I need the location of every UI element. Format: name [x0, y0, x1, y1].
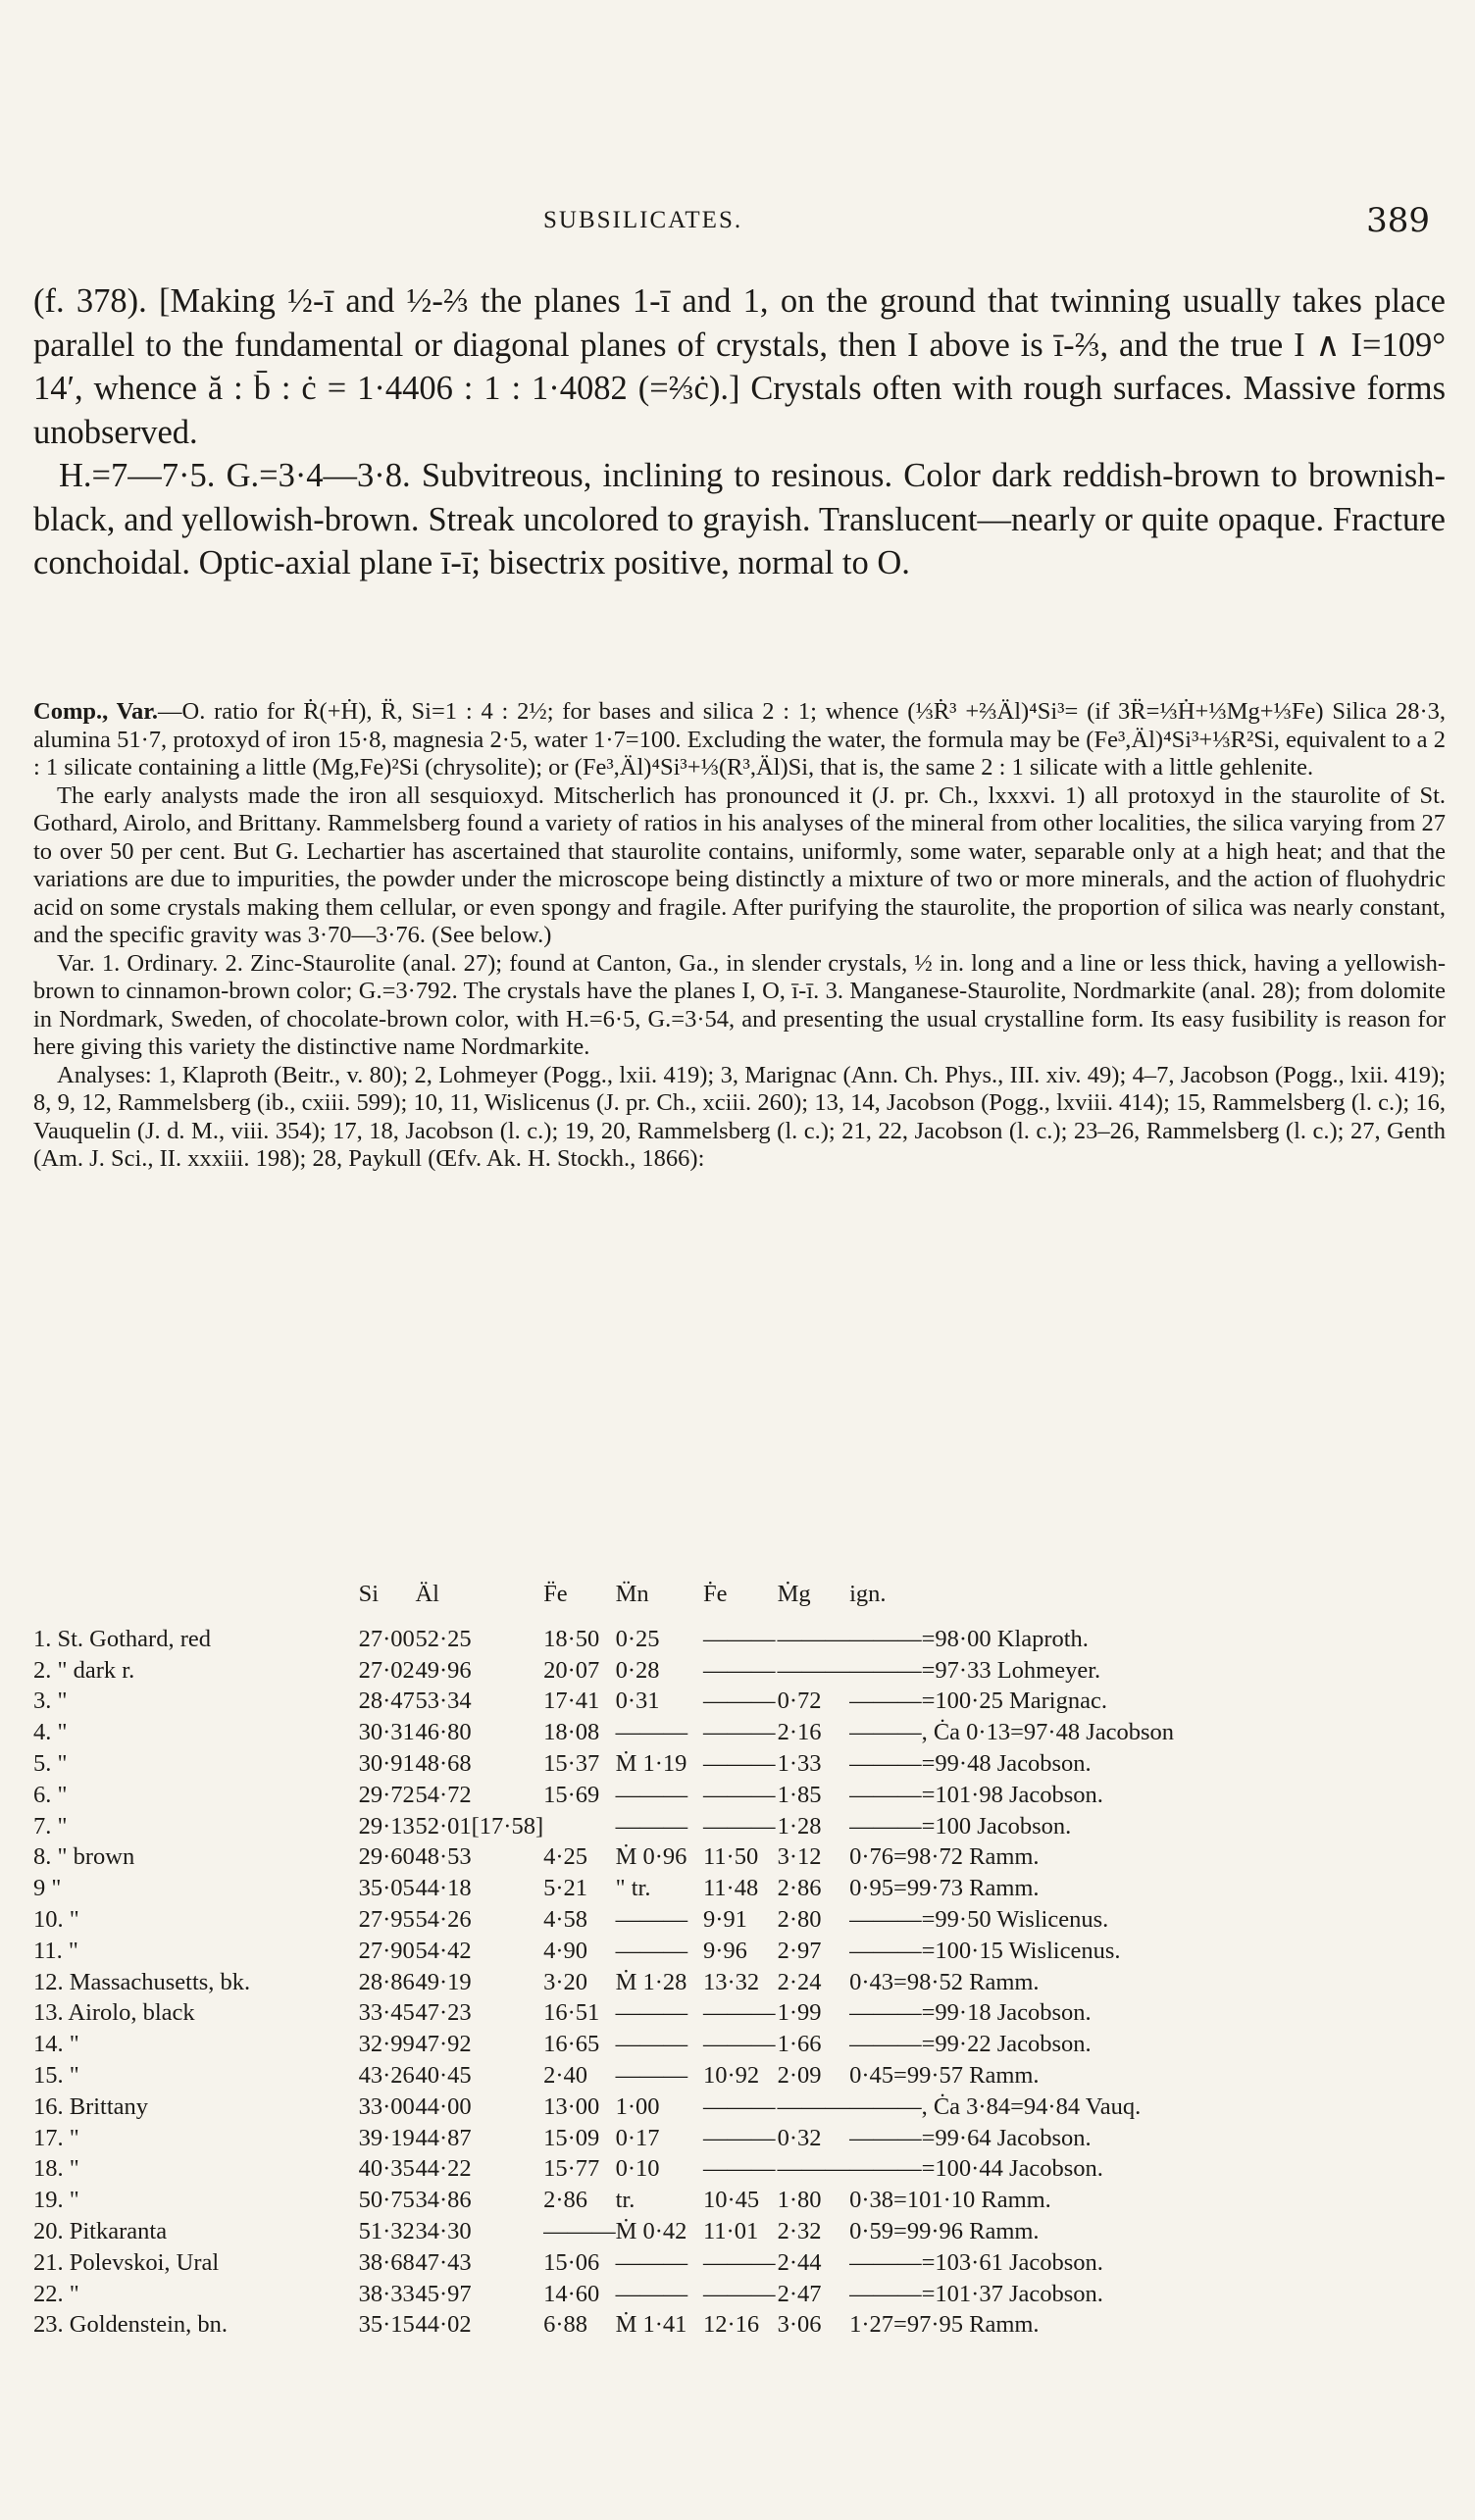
cell-mn: ———	[615, 1999, 688, 2027]
cell-al: 47·92	[415, 2031, 472, 2058]
cell-fe: ———	[702, 1656, 776, 1684]
cell-si: 39·19	[358, 2124, 415, 2151]
cell-fe: 10·45	[702, 2187, 760, 2214]
cell-si: 35·15	[358, 2311, 415, 2339]
cell-locality: 3. "	[33, 1688, 68, 1715]
cell-mn: ———	[615, 2031, 688, 2058]
cell-mn: 0·31	[615, 1688, 660, 1715]
cell-ign-total: ———=100·25 Marignac.	[849, 1688, 1107, 1715]
cell-si: 33·00	[358, 2092, 415, 2120]
crystal-form-paragraph: (f. 378). [Making ½-ī and ½-⅔ the planes 1-ī and 1, on the ground that twinning usually takes place parallel to the fundamental or diagonal planes of crystals, then I above is ī-⅔, and the true I ∧ I=109° 14′, whence ă : b̄ : ċ = 1·4406 : 1 : 1·4082 (=⅔ċ).] Crystals often with rough surfaces. Massive forms unobserved.	[33, 282, 1446, 451]
table-row	[33, 2029, 1446, 2060]
cell-fe-sesqui: 15·77	[543, 2155, 600, 2183]
cell-mn: 0·25	[615, 1625, 660, 1652]
cell-al: 47·43	[415, 2248, 472, 2276]
cell-fe-sesqui: 4·58	[543, 1906, 588, 1934]
cell-fe: ———	[702, 2248, 776, 2276]
table-row	[33, 2123, 1446, 2154]
table-row	[33, 1748, 1446, 1780]
cell-fe-sesqui: 5·21	[543, 1875, 588, 1902]
cell-al: 54·42	[415, 1937, 472, 1964]
cell-mn: ———	[615, 1906, 688, 1934]
cell-mn: Ṁ 0·42	[615, 2218, 687, 2245]
cell-mg: 2·44	[777, 2248, 822, 2276]
cell-locality: 6. "	[33, 1781, 68, 1808]
cell-mn: ———	[615, 2248, 688, 2276]
cell-fe: ———	[702, 1812, 776, 1840]
cell-ign-total: ———=99·64 Jacobson.	[849, 2124, 1092, 2151]
table-row	[33, 2154, 1446, 2186]
cell-fe-sesqui	[543, 1811, 616, 1842]
cell-ign-total: ———=103·61 Jacobson.	[849, 2248, 1103, 2276]
cell-fe-sesqui: 6·88	[543, 2311, 588, 2339]
cell-al: 44·22	[415, 2155, 472, 2183]
cell-si: 27·02	[358, 1656, 415, 1684]
cell-fe: ———	[702, 2031, 776, 2058]
cell-si: 43·26	[358, 2062, 415, 2090]
cell-locality: 4. "	[33, 1719, 68, 1746]
cell-fe: 11·01	[702, 2218, 759, 2245]
cell-mg: 2·97	[777, 1937, 822, 1964]
cell-fe-sesqui: 4·25	[543, 1843, 588, 1871]
cell-fe-sesqui: 2·40	[543, 2062, 588, 2090]
cell-si: 32·99	[358, 2031, 415, 2058]
cell-fe-sesqui: 17·41	[543, 1688, 600, 1715]
header-si: Si	[358, 1581, 380, 1607]
cell-fe: ———	[702, 1625, 776, 1652]
cell-al: 44·00	[415, 2092, 472, 2120]
cell-locality: 21. Polevskoi, Ural	[33, 2248, 220, 2276]
table-row	[33, 1873, 1446, 1904]
cell-mn: ———	[615, 1937, 688, 1964]
cell-fe-sesqui: 3·20	[543, 1968, 588, 1995]
table-row	[33, 1998, 1446, 2030]
cell-ign-total: ———=100·44 Jacobson.	[849, 2155, 1103, 2183]
cell-fe: 12·16	[702, 2311, 760, 2339]
cell-fe-sesqui: 16·65	[543, 2031, 600, 2058]
cell-mg: 1·33	[777, 1750, 822, 1778]
cell-al: 40·45	[415, 2062, 472, 2090]
cell-si: 50·75	[358, 2187, 415, 2214]
cell-al: 49·19	[415, 1968, 472, 1995]
cell-ign-total: ———=100 Jacobson.	[849, 1812, 1072, 1840]
cell-al: 49·96	[415, 1656, 472, 1684]
cell-ign-total: ———=99·18 Jacobson.	[849, 1999, 1092, 2027]
cell-al: 52·25	[415, 1625, 472, 1652]
cell-mn: Ṁ 1·28	[615, 1968, 687, 1995]
cell-locality: 7. "	[33, 1812, 68, 1840]
cell-locality: 8. " brown	[33, 1843, 135, 1871]
cell-locality: 14. "	[33, 2031, 79, 2058]
table-row	[33, 1811, 1446, 1842]
cell-si: 29·72	[358, 1781, 415, 1808]
cell-mn: ———	[615, 1719, 688, 1746]
cell-al: 46·80	[415, 1719, 472, 1746]
cell-al: 44·02	[415, 2311, 472, 2339]
cell-fe-sesqui: 4·90	[543, 1937, 588, 1964]
cell-locality: 5. "	[33, 1750, 68, 1778]
cell-si: 35·05	[358, 1875, 415, 1902]
cell-mg: 2·80	[777, 1906, 822, 1934]
cell-fe-sesqui: 16·51	[543, 1999, 600, 2027]
cell-ign-total: ———=97·33 Lohmeyer.	[849, 1656, 1101, 1684]
cell-al: 47·23	[415, 1999, 472, 2027]
analyses-table-area	[33, 1581, 1446, 2341]
header-fe: Ḟe	[702, 1581, 728, 1607]
cell-fe: 11·48	[702, 1875, 759, 1902]
cell-mn: Ṁ 1·41	[615, 2311, 687, 2339]
table-row	[33, 1624, 1446, 1655]
table-row	[33, 2310, 1446, 2342]
cell-si: 27·95	[358, 1906, 415, 1934]
cell-si: 51·32	[358, 2218, 415, 2245]
cell-mg: 2·86	[777, 1875, 822, 1902]
table-header-row	[33, 1581, 1446, 1624]
cell-mn: 0·17	[615, 2124, 660, 2151]
table-row	[33, 1967, 1446, 1998]
cell-al: 45·97	[415, 2280, 472, 2307]
table-row	[33, 1780, 1446, 1811]
cell-mg: 1·85	[777, 1781, 822, 1808]
composition-section	[33, 698, 1446, 1174]
cell-fe-sesqui: 15·06	[543, 2248, 600, 2276]
cell-si: 27·00	[358, 1625, 415, 1652]
cell-ign-total: ———=101·37 Jacobson.	[849, 2280, 1103, 2307]
cell-fe-sesqui: ———	[543, 2218, 616, 2245]
table-row	[33, 1687, 1446, 1718]
cell-fe-sesqui: 18·08	[543, 1719, 600, 1746]
cell-mn: 0·28	[615, 1656, 660, 1684]
cell-mn: Ṁ 1·19	[615, 1750, 687, 1778]
cell-mg: ———	[777, 2092, 850, 2120]
cell-fe: 9·96	[702, 1937, 747, 1964]
cell-mg: 2·32	[777, 2218, 822, 2245]
composition-body: —O. ratio for Ṙ(+Ḣ), R̈, Si=1 : 4 : 2½; for bases and silica 2 : 1; whence (⅓Ṙ³ +⅔Äl)⁴Si³= (if 3R̈=⅓Ḣ+⅓Mg+⅓Fe) Silica 28·3, alumina 51·7, protoxyd of iron 15·8, magnesia 2·5, water 1·7=100. Excluding the water, the formula may be (Fe³,Äl)⁴Si³+⅓R²Si, equivalent to a 2 : 1 silicate containing a little (Mg,Fe)²Si (chrysolite); or (Fe³,Äl)⁴Si³+⅓(R³,Äl)Si, that is, the same 2 : 1 silicate with a little gehlenite.	[33, 698, 1446, 781]
cell-fe: 13·32	[702, 1968, 760, 1995]
cell-fe-sesqui: 15·69	[543, 1781, 600, 1808]
cell-fe: ———	[702, 2092, 776, 2120]
cell-locality: 18. "	[33, 2155, 79, 2183]
cell-mg: 2·24	[777, 1968, 822, 1995]
cell-mg: 1·28	[777, 1812, 822, 1840]
cell-al: 54·26	[415, 1906, 472, 1934]
table-row	[33, 2279, 1446, 2310]
cell-si: 33·45	[358, 1999, 415, 2027]
running-header	[33, 201, 1446, 244]
cell-fe-sesqui: 20·07	[543, 1656, 600, 1684]
cell-si: 30·91	[358, 1750, 415, 1778]
cell-fe-sesqui: 18·50	[543, 1625, 600, 1652]
table-row	[33, 1717, 1446, 1748]
cell-locality: 10. "	[33, 1906, 79, 1934]
cell-fe: ———	[702, 2280, 776, 2307]
cell-ign-total: ———, Ċa 3·84=94·84 Vauq.	[849, 2092, 1142, 2120]
cell-ign-total: ———=101·98 Jacobson.	[849, 1781, 1103, 1808]
cell-mg: 3·12	[777, 1843, 822, 1871]
table-row	[33, 2092, 1446, 2123]
cell-mg: 1·99	[777, 1999, 822, 2027]
running-title: SUBSILICATES.	[543, 207, 743, 233]
cell-ign-total: 0·38=101·10 Ramm.	[849, 2187, 1051, 2214]
cell-mn: tr.	[615, 2187, 636, 2214]
cell-ign-total: 0·95=99·73 Ramm.	[849, 1875, 1040, 1902]
cell-mn: 1·00	[615, 2092, 660, 2120]
cell-locality: 1. St. Gothard, red	[33, 1625, 211, 1652]
table-row	[33, 2060, 1446, 2092]
cell-ign-total: 0·59=99·96 Ramm.	[849, 2218, 1040, 2245]
header-mg: Ṁg	[777, 1581, 811, 1607]
cell-locality: 20. Pitkaranta	[33, 2218, 168, 2245]
cell-al: 34·86	[415, 2187, 472, 2214]
analyses-table	[33, 1581, 1446, 2341]
header-fe-sesqui: F̈e	[543, 1581, 568, 1607]
cell-si: 29·13	[358, 1812, 415, 1840]
cell-mn: ———	[615, 2280, 688, 2307]
cell-si: 30·31	[358, 1719, 415, 1746]
header-ign: ign.	[849, 1581, 887, 1607]
cell-fe-sesqui: 2·86	[543, 2187, 588, 2214]
cell-locality: 15. "	[33, 2062, 79, 2090]
cell-si: 27·90	[358, 1937, 415, 1964]
table-row	[33, 1904, 1446, 1936]
cell-mn: ———	[615, 1781, 688, 1808]
cell-al: 52·01[17·58]	[415, 1812, 544, 1840]
cell-si: 28·86	[358, 1968, 415, 1995]
cell-mn: ———	[615, 2062, 688, 2090]
cell-fe: ———	[702, 2124, 776, 2151]
cell-locality: 19. "	[33, 2187, 79, 2214]
table-row	[33, 2247, 1446, 2279]
table-row	[33, 1936, 1446, 1967]
cell-si: 38·68	[358, 2248, 415, 2276]
cell-si: 28·47	[358, 1688, 415, 1715]
cell-ign-total: ———=99·50 Wislicenus.	[849, 1906, 1109, 1934]
cell-fe-sesqui: 14·60	[543, 2280, 600, 2307]
description-text	[33, 279, 1446, 585]
cell-mn: 0·10	[615, 2155, 660, 2183]
table-row	[33, 2185, 1446, 2216]
cell-mg: 1·80	[777, 2187, 822, 2214]
cell-fe: ———	[702, 1781, 776, 1808]
header-al: Äl	[415, 1581, 439, 1607]
cell-ign-total: 0·45=99·57 Ramm.	[849, 2062, 1040, 2090]
cell-fe: 9·91	[702, 1906, 747, 1934]
cell-fe-sesqui: 13·00	[543, 2092, 600, 2120]
cell-mg: 2·09	[777, 2062, 822, 2090]
cell-fe-sesqui: 15·09	[543, 2124, 600, 2151]
cell-ign-total: 0·43=98·52 Ramm.	[849, 1968, 1040, 1995]
table-row	[33, 2216, 1446, 2247]
cell-mg: 1·66	[777, 2031, 822, 2058]
cell-locality: 12. Massachusetts, bk.	[33, 1968, 251, 1995]
varieties-paragraph: Var. 1. Ordinary. 2. Zinc-Staurolite (anal. 27); found at Canton, Ga., in slender crystals, ½ in. long and a line or less thick, having a yellowish-brown to cinnamon-brown color; G.=3·792. The crystals have the planes I, O, ī-ī. 3. Manganese-Staurolite, Nordmarkite (anal. 28); from dolomite in Nordmark, Sweden, of chocolate-brown color, with H.=6·5, G.=3·54, and presenting the usual crystalline form. Its easy fusibility is reason for here giving this variety the distinctive name Nordmarkite.	[33, 949, 1446, 1060]
header-locality	[33, 1581, 359, 1624]
cell-ign-total: ———, Ċa 0·13=97·48 Jacobson	[849, 1719, 1175, 1746]
cell-al: 44·18	[415, 1875, 472, 1902]
table-row	[33, 1655, 1446, 1687]
cell-mn: " tr.	[615, 1875, 651, 1902]
cell-fe: ———	[702, 1999, 776, 2027]
cell-ign-total: ———=98·00 Klaproth.	[849, 1625, 1089, 1652]
composition-paragraph	[33, 698, 1446, 782]
cell-si: 40·35	[358, 2155, 415, 2183]
composition-lead: Comp., Var.	[33, 698, 159, 725]
analyses-references: Analyses: 1, Klaproth (Beitr., v. 80); 2, Lohmeyer (Pogg., lxii. 419); 3, Marignac (Ann. Ch. Phys., III. xiv. 49); 4–7, Jacobson (Pogg., lxii. 419); 8, 9, 12, Rammelsberg (ib., cxiii. 599); 10, 11, Wislicenus (J. pr. Ch., xciii. 260); 13, 14, Jacobson (Pogg., lxviii. 414); 15, Rammelsberg (l. c.); 16, Vauquelin (J. d. M., viii. 354); 17, 18, Jacobson (l. c.); 19, 20, Rammelsberg (l. c.); 21, 22, Jacobson (l. c.); 23–26, Rammelsberg (l. c.); 27, Genth (Am. J. Sci., II. xxxiii. 198); 28, Paykull (Œfv. Ak. H. Stockh., 1866):	[33, 1061, 1446, 1172]
cell-ign-total: ———=99·48 Jacobson.	[849, 1750, 1092, 1778]
cell-mn: Ṁ 0·96	[615, 1843, 687, 1871]
cell-mg: ———	[777, 2155, 850, 2183]
cell-locality: 22. "	[33, 2280, 79, 2307]
cell-si: 38·33	[358, 2280, 415, 2307]
cell-locality: 13. Airolo, black	[33, 1999, 195, 2027]
analyses-rows	[33, 1624, 1446, 2341]
cell-locality: 11. "	[33, 1937, 78, 1964]
cell-mg: ———	[777, 1656, 850, 1684]
cell-fe: ———	[702, 1750, 776, 1778]
table-row	[33, 1842, 1446, 1874]
cell-fe: 11·50	[702, 1843, 759, 1871]
cell-fe: ———	[702, 1688, 776, 1715]
cell-locality: 17. "	[33, 2124, 79, 2151]
cell-fe: ———	[702, 2155, 776, 2183]
cell-fe-sesqui: 15·37	[543, 1750, 600, 1778]
analysts-paragraph: The early analysts made the iron all sesquioxyd. Mitscherlich has pronounced it (J. pr. Ch., lxxxvi. 1) all protoxyd in the staurolite of St. Gothard, Airolo, and Brittany. Rammelsberg found a variety of ratios in his analyses of the mineral from other localities, the silica varying from 27 to over 50 per cent. But G. Lechartier has ascertained that staurolite contains, uniformly, some water, separable only at a high heat; and that the variations are due to impurities, the powder under the microscope being distinctly a mixture of two or more minerals, and the action of fluohydric acid on some crystals making them cellular, or even spongy and fragile. After purifying the staurolite, the proportion of silica was nearly constant, and the specific gravity was 3·70—3·76. (See below.)	[33, 781, 1446, 948]
cell-locality: 9 "	[33, 1875, 62, 1902]
cell-al: 48·68	[415, 1750, 472, 1778]
cell-ign-total: ———=99·22 Jacobson.	[849, 2031, 1092, 2058]
cell-ign-total: 1·27=97·95 Ramm.	[849, 2311, 1040, 2339]
cell-mg: 0·72	[777, 1688, 822, 1715]
cell-al: 54·72	[415, 1781, 472, 1808]
cell-al: 34·30	[415, 2218, 472, 2245]
cell-mg: 2·47	[777, 2280, 822, 2307]
cell-si: 29·60	[358, 1843, 415, 1871]
cell-al: 44·87	[415, 2124, 472, 2151]
cell-locality: 2. " dark r.	[33, 1656, 135, 1684]
cell-mg: 0·32	[777, 2124, 822, 2151]
cell-fe: 10·92	[702, 2062, 760, 2090]
cell-locality: 23. Goldenstein, bn.	[33, 2311, 229, 2339]
book-page	[33, 0, 1446, 2520]
cell-fe: ———	[702, 1719, 776, 1746]
cell-al: 48·53	[415, 1843, 472, 1871]
cell-al: 53·34	[415, 1688, 472, 1715]
page-number: 389	[1366, 201, 1430, 240]
physical-properties-paragraph: H.=7—7·5. G.=3·4—3·8. Subvitreous, inclining to resinous. Color dark reddish-brown to brownish-black, and yellowish-brown. Streak uncolored to grayish. Translucent—nearly or quite opaque. Fracture conchoidal. Optic-axial plane ī-ī; bisectrix positive, normal to O.	[33, 457, 1446, 581]
cell-mg: ———	[777, 1625, 850, 1652]
cell-mg: 3·06	[777, 2311, 822, 2339]
cell-mg: 2·16	[777, 1719, 822, 1746]
cell-ign-total: 0·76=98·72 Ramm.	[849, 1843, 1040, 1871]
cell-locality: 16. Brittany	[33, 2092, 149, 2120]
cell-mn: ———	[615, 1812, 688, 1840]
header-mn: M̈n	[615, 1581, 649, 1607]
cell-ign-total: ———=100·15 Wislicenus.	[849, 1937, 1121, 1964]
